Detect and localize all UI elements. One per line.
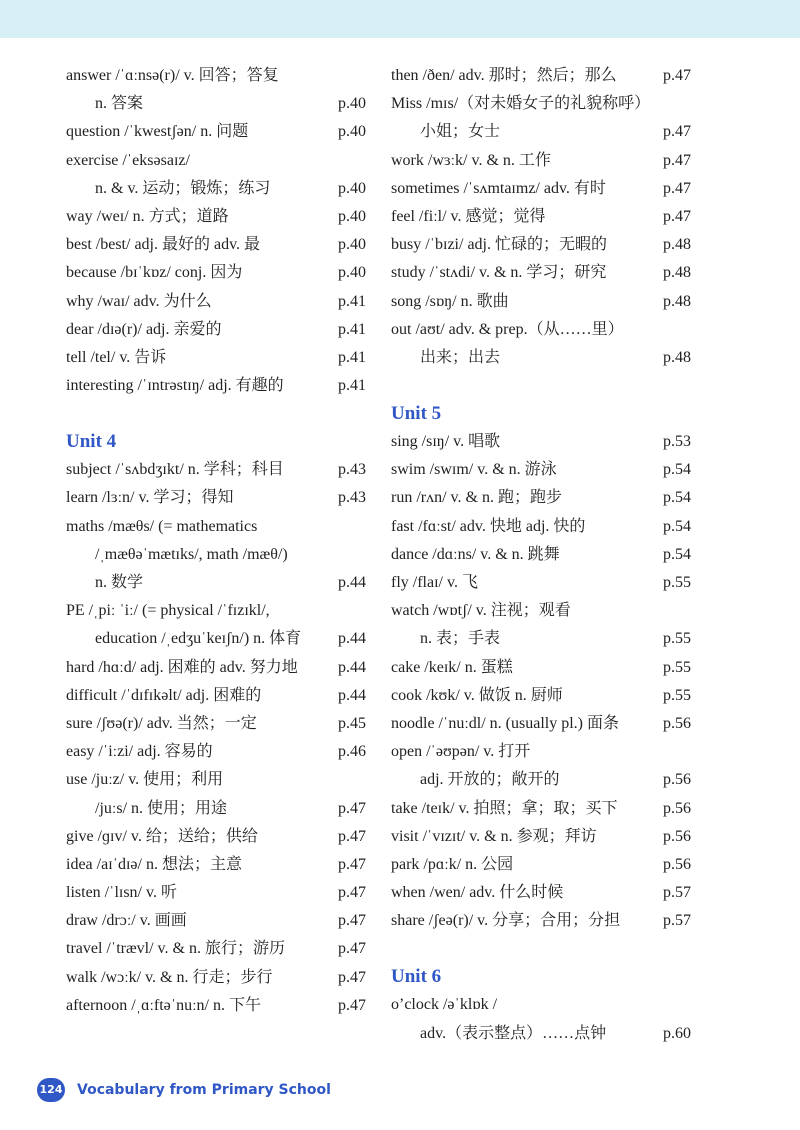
vocab-entry bbox=[66, 766, 366, 794]
entry-text: idea /aɪˈdɪə/ n. 想法；主意 bbox=[66, 855, 242, 873]
vocab-entry bbox=[66, 541, 366, 569]
vocab-entry bbox=[391, 428, 691, 456]
entry-page-ref: p.55 bbox=[663, 686, 691, 704]
entry-page-ref: p.41 bbox=[338, 320, 366, 338]
entry-text: study /ˈstʌdi/ v. & n. 学习；研究 bbox=[391, 264, 607, 282]
vocab-entry bbox=[66, 147, 366, 175]
entry-page-ref: p.47 bbox=[338, 996, 366, 1014]
entry-text: exercise /ˈeksəsaɪz/ bbox=[66, 151, 190, 169]
vocab-entry bbox=[391, 344, 691, 372]
entry-page-ref: p.47 bbox=[338, 827, 366, 845]
entry-text: o’clock /əˈklɒk / bbox=[391, 996, 498, 1014]
entry-text: fly /flaɪ/ v. 飞 bbox=[391, 574, 478, 591]
entry-page-ref: p.47 bbox=[338, 884, 366, 902]
entry-text: adj. 开放的；敞开的 bbox=[420, 771, 560, 789]
entry-text: best /best/ adj. 最好的 adv. 最 bbox=[66, 236, 261, 254]
entry-text: share /ʃeə(r)/ v. 分享；合用；分担 bbox=[391, 912, 621, 930]
entry-page-ref: p.56 bbox=[663, 799, 691, 817]
entry-text: song /sɒŋ/ n. 歌曲 bbox=[391, 292, 509, 310]
vocab-entry bbox=[391, 118, 691, 146]
left-column bbox=[66, 62, 366, 1020]
right-column bbox=[391, 62, 691, 1048]
vocab-entry bbox=[66, 62, 366, 90]
entry-text: question /ˈkwestʃən/ n. 问题 bbox=[66, 123, 249, 141]
entry-text: n. & v. 运动；锻炼；练习 bbox=[95, 179, 271, 197]
entry-page-ref: p.47 bbox=[338, 855, 366, 873]
entry-page-ref: p.54 bbox=[663, 545, 691, 563]
entry-page-ref: p.57 bbox=[663, 912, 691, 930]
entry-page-ref: p.47 bbox=[663, 151, 691, 169]
entry-page-ref: p.54 bbox=[663, 517, 691, 535]
entry-text: interesting /ˈɪntrəstɪŋ/ adj. 有趣的 bbox=[66, 377, 284, 395]
vocab-entry bbox=[66, 288, 366, 316]
entry-page-ref: p.47 bbox=[338, 968, 366, 986]
vocab-entry bbox=[391, 682, 691, 710]
vocab-entry bbox=[66, 175, 366, 203]
vocab-entry bbox=[66, 851, 366, 879]
vocab-entry bbox=[391, 62, 691, 90]
vocab-entry bbox=[66, 795, 366, 823]
vocab-entry bbox=[66, 907, 366, 935]
entry-page-ref: p.48 bbox=[663, 264, 691, 282]
vocab-entry bbox=[66, 654, 366, 682]
vocab-entry bbox=[66, 344, 366, 372]
entry-page-ref: p.40 bbox=[338, 207, 366, 225]
entry-text: /juːs/ n. 使用；用途 bbox=[95, 799, 228, 817]
entry-text: out /aʊt/ adv. & prep.（从……里） bbox=[391, 320, 624, 338]
vocab-entry bbox=[391, 90, 691, 118]
entry-text: sure /ʃʊə(r)/ adv. 当然；一定 bbox=[66, 714, 257, 732]
vocab-entry bbox=[66, 456, 366, 484]
entry-text: n. 答案 bbox=[95, 95, 144, 113]
entry-text: busy /ˈbɪzi/ adj. 忙碌的；无暇的 bbox=[391, 236, 607, 254]
entry-page-ref: p.55 bbox=[663, 630, 691, 648]
vocab-entry bbox=[391, 710, 691, 738]
entry-text: adv.（表示整点）……点钟 bbox=[420, 1024, 607, 1042]
entry-page-ref: p.48 bbox=[663, 236, 691, 254]
section-gap bbox=[391, 372, 691, 400]
entry-page-ref: p.41 bbox=[338, 292, 366, 310]
entry-text: walk /wɔːk/ v. & n. 行走；步行 bbox=[66, 968, 273, 986]
entry-text: /ˌmæθəˈmætɪks/, math /mæθ/) bbox=[95, 545, 288, 563]
vocab-entry bbox=[66, 90, 366, 118]
vocab-entry bbox=[66, 682, 366, 710]
entry-page-ref: p.45 bbox=[338, 714, 366, 732]
entry-text: give /ɡɪv/ v. 给；送给；供给 bbox=[66, 827, 258, 845]
entry-page-ref: p.43 bbox=[338, 489, 366, 507]
vocab-entry bbox=[66, 879, 366, 907]
vocab-entry bbox=[391, 738, 691, 766]
entry-page-ref: p.43 bbox=[338, 461, 366, 479]
vocab-entry bbox=[66, 569, 366, 597]
entry-page-ref: p.53 bbox=[663, 433, 691, 451]
vocab-entry bbox=[66, 625, 366, 653]
unit-heading: Unit 4 bbox=[66, 431, 117, 453]
section-gap bbox=[391, 935, 691, 963]
entry-page-ref: p.46 bbox=[338, 743, 366, 761]
entry-page-ref: p.55 bbox=[663, 658, 691, 676]
entry-text: answer /ˈɑːnsə(r)/ v. 回答；答复 bbox=[66, 67, 279, 84]
entry-page-ref: p.47 bbox=[338, 912, 366, 930]
entry-text: draw /drɔː/ v. 画画 bbox=[66, 912, 187, 930]
vocab-entry bbox=[391, 823, 691, 851]
unit-heading: Unit 5 bbox=[391, 403, 442, 425]
entry-text: education /ˌedʒuˈkeɪʃn/) n. 体育 bbox=[95, 630, 302, 648]
entry-text: take /teɪk/ v. 拍照；拿；取；买下 bbox=[391, 799, 618, 817]
vocab-entry bbox=[66, 231, 366, 259]
vocab-entry bbox=[391, 288, 691, 316]
vocab-entry bbox=[66, 710, 366, 738]
entry-text: sing /sɪŋ/ v. 唱歌 bbox=[391, 433, 501, 451]
vocab-entry bbox=[391, 456, 691, 484]
vocab-entry bbox=[66, 823, 366, 851]
entry-page-ref: p.44 bbox=[338, 686, 366, 704]
entry-page-ref: p.40 bbox=[338, 236, 366, 254]
entry-page-ref: p.48 bbox=[663, 348, 691, 366]
entry-text: cake /keɪk/ n. 蛋糕 bbox=[391, 658, 513, 676]
entry-text: listen /ˈlɪsn/ v. 听 bbox=[66, 884, 177, 902]
vocab-entry bbox=[391, 879, 691, 907]
entry-text: PE /ˌpiː ˈiː/ (= physical /ˈfɪzɪkl/, bbox=[66, 602, 270, 620]
vocab-entry bbox=[391, 231, 691, 259]
entry-text: use /juːz/ v. 使用；利用 bbox=[66, 771, 224, 789]
entry-page-ref: p.60 bbox=[663, 1024, 691, 1042]
entry-text: sometimes /ˈsʌmtaɪmz/ adv. 有时 bbox=[391, 179, 606, 197]
footer-title: Vocabulary from Primary School bbox=[77, 1082, 331, 1098]
entry-page-ref: p.48 bbox=[663, 292, 691, 310]
vocab-entry bbox=[391, 1020, 691, 1048]
entry-text: work /wɜːk/ v. & n. 工作 bbox=[391, 151, 551, 169]
entry-page-ref: p.56 bbox=[663, 855, 691, 873]
entry-text: run /rʌn/ v. & n. 跑；跑步 bbox=[391, 489, 562, 507]
vocab-entry bbox=[391, 147, 691, 175]
page-number-badge: 124 bbox=[37, 1078, 65, 1102]
entry-text: subject /ˈsʌbdʒɪkt/ n. 学科；科目 bbox=[66, 461, 284, 479]
unit-heading: Unit 6 bbox=[391, 966, 442, 988]
entry-page-ref: p.54 bbox=[663, 461, 691, 479]
vocab-entry bbox=[66, 259, 366, 287]
vocab-entry bbox=[66, 513, 366, 541]
entry-text: why /waɪ/ adv. 为什么 bbox=[66, 292, 212, 310]
vocab-entry bbox=[391, 795, 691, 823]
entry-text: open /ˈəʊpən/ v. 打开 bbox=[391, 743, 531, 761]
entry-text: dear /dɪə(r)/ adj. 亲爱的 bbox=[66, 320, 222, 338]
entry-text: difficult /ˈdɪfɪkəlt/ adj. 困难的 bbox=[66, 686, 262, 704]
vocab-entry bbox=[66, 118, 366, 146]
entry-page-ref: p.44 bbox=[338, 574, 366, 591]
vocab-entry bbox=[391, 597, 691, 625]
vocab-entry bbox=[66, 992, 366, 1020]
entry-text: 出来；出去 bbox=[420, 348, 501, 366]
section-gap bbox=[66, 400, 366, 428]
vocab-entry bbox=[391, 991, 691, 1019]
vocab-entry bbox=[391, 316, 691, 344]
vocab-entry bbox=[391, 654, 691, 682]
entry-page-ref: p.57 bbox=[663, 884, 691, 902]
vocab-entry bbox=[391, 203, 691, 231]
entry-text: n. 数学 bbox=[95, 574, 144, 591]
entry-text: park /pɑːk/ n. 公园 bbox=[391, 855, 514, 873]
top-band bbox=[0, 0, 800, 38]
entry-text: 小姐；女士 bbox=[420, 123, 501, 141]
entry-text: maths /mæθs/ (= mathematics bbox=[66, 517, 258, 535]
entry-text: visit /ˈvɪzɪt/ v. & n. 参观；拜访 bbox=[391, 827, 597, 845]
vocab-entry bbox=[391, 259, 691, 287]
vocab-entry bbox=[66, 372, 366, 400]
vocab-entry bbox=[391, 484, 691, 512]
entry-text: noodle /ˈnuːdl/ n. (usually pl.) 面条 bbox=[391, 714, 619, 732]
entry-page-ref: p.55 bbox=[663, 574, 691, 591]
entry-text: feel /fiːl/ v. 感觉；觉得 bbox=[391, 207, 546, 225]
vocab-entry bbox=[391, 851, 691, 879]
vocab-entry bbox=[66, 738, 366, 766]
vocab-entry bbox=[66, 203, 366, 231]
vocab-entry bbox=[391, 175, 691, 203]
entry-text: fast /fɑːst/ adv. 快地 adj. 快的 bbox=[391, 517, 586, 535]
entry-page-ref: p.40 bbox=[338, 179, 366, 197]
entry-text: way /weɪ/ n. 方式；道路 bbox=[66, 207, 229, 225]
entry-text: swim /swɪm/ v. & n. 游泳 bbox=[391, 461, 557, 479]
entry-page-ref: p.56 bbox=[663, 827, 691, 845]
entry-text: dance /dɑːns/ v. & n. 跳舞 bbox=[391, 545, 560, 563]
vocab-entry bbox=[391, 766, 691, 794]
entry-page-ref: p.47 bbox=[663, 207, 691, 225]
entry-page-ref: p.47 bbox=[663, 123, 691, 141]
entry-page-ref: p.40 bbox=[338, 95, 366, 113]
entry-page-ref: p.47 bbox=[338, 940, 366, 958]
entry-text: afternoon /ˌɑːftəˈnuːn/ n. 下午 bbox=[66, 996, 261, 1014]
entry-text: tell /tel/ v. 告诉 bbox=[66, 348, 167, 366]
vocab-entry bbox=[66, 597, 366, 625]
vocab-entry bbox=[66, 964, 366, 992]
entry-page-ref: p.56 bbox=[663, 714, 691, 732]
entry-text: travel /ˈtrævl/ v. & n. 旅行；游历 bbox=[66, 940, 285, 958]
entry-text: n. 表；手表 bbox=[420, 630, 501, 648]
entry-page-ref: p.44 bbox=[338, 658, 366, 676]
entry-page-ref: p.47 bbox=[338, 799, 366, 817]
vocab-entry bbox=[391, 541, 691, 569]
entry-page-ref: p.41 bbox=[338, 348, 366, 366]
entry-text: hard /hɑːd/ adj. 困难的 adv. 努力地 bbox=[66, 658, 298, 676]
vocab-entry bbox=[66, 316, 366, 344]
entry-text: then /ðen/ adv. 那时；然后；那么 bbox=[391, 67, 617, 84]
entry-text: cook /kʊk/ v. 做饭 n. 厨师 bbox=[391, 686, 563, 704]
entry-text: learn /lɜːn/ v. 学习；得知 bbox=[66, 489, 234, 507]
entry-text: easy /ˈiːzi/ adj. 容易的 bbox=[66, 743, 213, 761]
vocab-entry bbox=[391, 513, 691, 541]
entry-page-ref: p.47 bbox=[663, 67, 691, 84]
vocab-entry bbox=[391, 569, 691, 597]
vocab-entry bbox=[391, 625, 691, 653]
entry-text: when /wen/ adv. 什么时候 bbox=[391, 884, 564, 902]
entry-page-ref: p.54 bbox=[663, 489, 691, 507]
vocab-entry bbox=[66, 484, 366, 512]
entry-page-ref: p.44 bbox=[338, 630, 366, 648]
entry-text: Miss /mɪs/（对未婚女子的礼貌称呼） bbox=[391, 95, 651, 113]
entry-text: watch /wɒtʃ/ v. 注视；观看 bbox=[391, 602, 571, 620]
entry-page-ref: p.56 bbox=[663, 771, 691, 789]
entry-text: because /bɪˈkɒz/ conj. 因为 bbox=[66, 264, 243, 282]
entry-page-ref: p.47 bbox=[663, 179, 691, 197]
entry-page-ref: p.41 bbox=[338, 377, 366, 395]
vocab-entry bbox=[66, 935, 366, 963]
entry-page-ref: p.40 bbox=[338, 123, 366, 141]
entry-page-ref: p.40 bbox=[338, 264, 366, 282]
vocab-entry bbox=[391, 907, 691, 935]
